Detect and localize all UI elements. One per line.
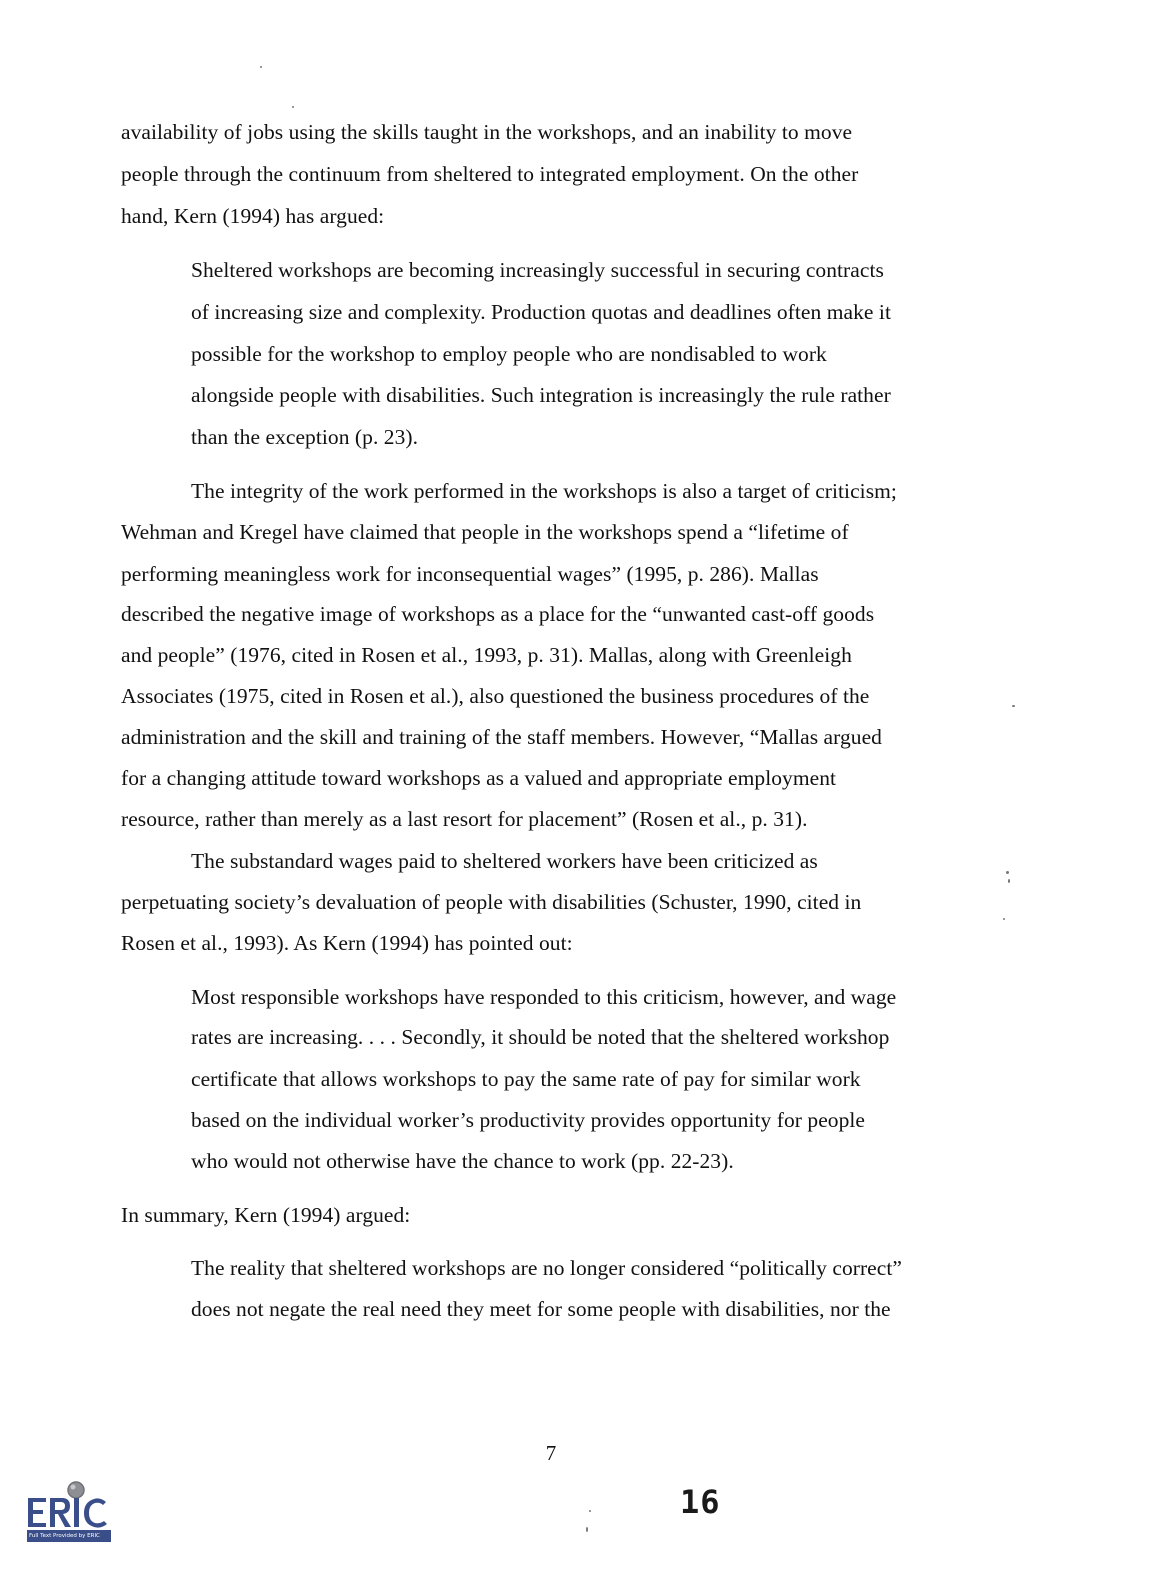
text-line: Associates (1975, cited in Rosen et al.), also questioned the business procedures of the (121, 684, 870, 708)
scan-speck (1008, 879, 1010, 883)
text-line: administration and the skill and training of the staff members. However, “Mallas argued (121, 725, 882, 749)
text-line: described the negative image of workshops as a place for the “unwanted cast-off goods (121, 602, 875, 626)
block-quote-line: rates are increasing. . . . Secondly, it should be noted that the sheltered workshop (191, 1025, 890, 1049)
text-line: The substandard wages paid to sheltered workers have been criticized as (191, 849, 818, 873)
text-line: The integrity of the work performed in the workshops is also a target of criticism; (191, 479, 897, 503)
text-line: resource, rather than merely as a last resort for placement” (Rosen et al., p. 31). (121, 807, 808, 831)
block-quote-line: certificate that allows workshops to pay the same rate of pay for similar work (191, 1067, 861, 1091)
text-line: people through the continuum from sheltered to integrated employment. On the other (121, 162, 859, 186)
block-quote-line: alongside people with disabilities. Such integration is increasingly the rule rather (191, 383, 891, 407)
block-quote-line: possible for the workshop to employ people who are nondisabled to work (191, 342, 827, 366)
block-quote-line: Sheltered workshops are becoming increasingly successful in securing contracts (191, 258, 884, 282)
block-quote-line: does not negate the real need they meet for some people with disabilities, nor the (191, 1297, 891, 1321)
scan-speck (586, 1527, 588, 1532)
block-quote-line: than the exception (p. 23). (191, 425, 419, 449)
block-quote-line: The reality that sheltered workshops are no longer considered “politically correct” (191, 1256, 902, 1280)
scan-speck (260, 66, 262, 68)
text-line: Rosen et al., 1993). As Kern (1994) has pointed out: (121, 931, 573, 955)
scan-speck (589, 1510, 591, 1512)
text-line: Wehman and Kregel have claimed that people in the workshops spend a “lifetime of (121, 520, 849, 544)
text-line: In summary, Kern (1994) argued: (121, 1203, 411, 1227)
text-line: perpetuating society’s devaluation of people with disabilities (Schuster, 1990, cited in (121, 890, 862, 914)
text-line: for a changing attitude toward workshops as a valued and appropriate employment (121, 766, 837, 790)
page-number: 7 (545, 1441, 557, 1465)
eric-logo-tagline: Full Text Provided by ERIC (29, 1533, 100, 1539)
text-line: performing meaningless work for inconsequential wages” (1995, p. 286). Mallas (121, 562, 819, 586)
microfiche-frame-number: 16 (680, 1483, 721, 1521)
block-quote-line: based on the individual worker’s productivity provides opportunity for people (191, 1108, 866, 1132)
text-line: and people” (1976, cited in Rosen et al., 1993, p. 31). Mallas, along with Greenleigh (121, 643, 852, 667)
text-line: availability of jobs using the skills taught in the workshops, and an inability to move (121, 120, 853, 144)
eric-logo (24, 1478, 124, 1550)
text-line: hand, Kern (1994) has argued: (121, 204, 385, 228)
block-quote-line: of increasing size and complexity. Production quotas and deadlines often make it (191, 300, 891, 324)
scan-speck (1012, 705, 1015, 707)
scan-speck (292, 106, 294, 108)
block-quote-line: who would not otherwise have the chance to work (pp. 22-23). (191, 1149, 734, 1173)
scan-speck (1006, 871, 1009, 874)
scan-speck (1003, 918, 1005, 920)
block-quote-line: Most responsible workshops have responded to this criticism, however, and wage (191, 985, 897, 1009)
